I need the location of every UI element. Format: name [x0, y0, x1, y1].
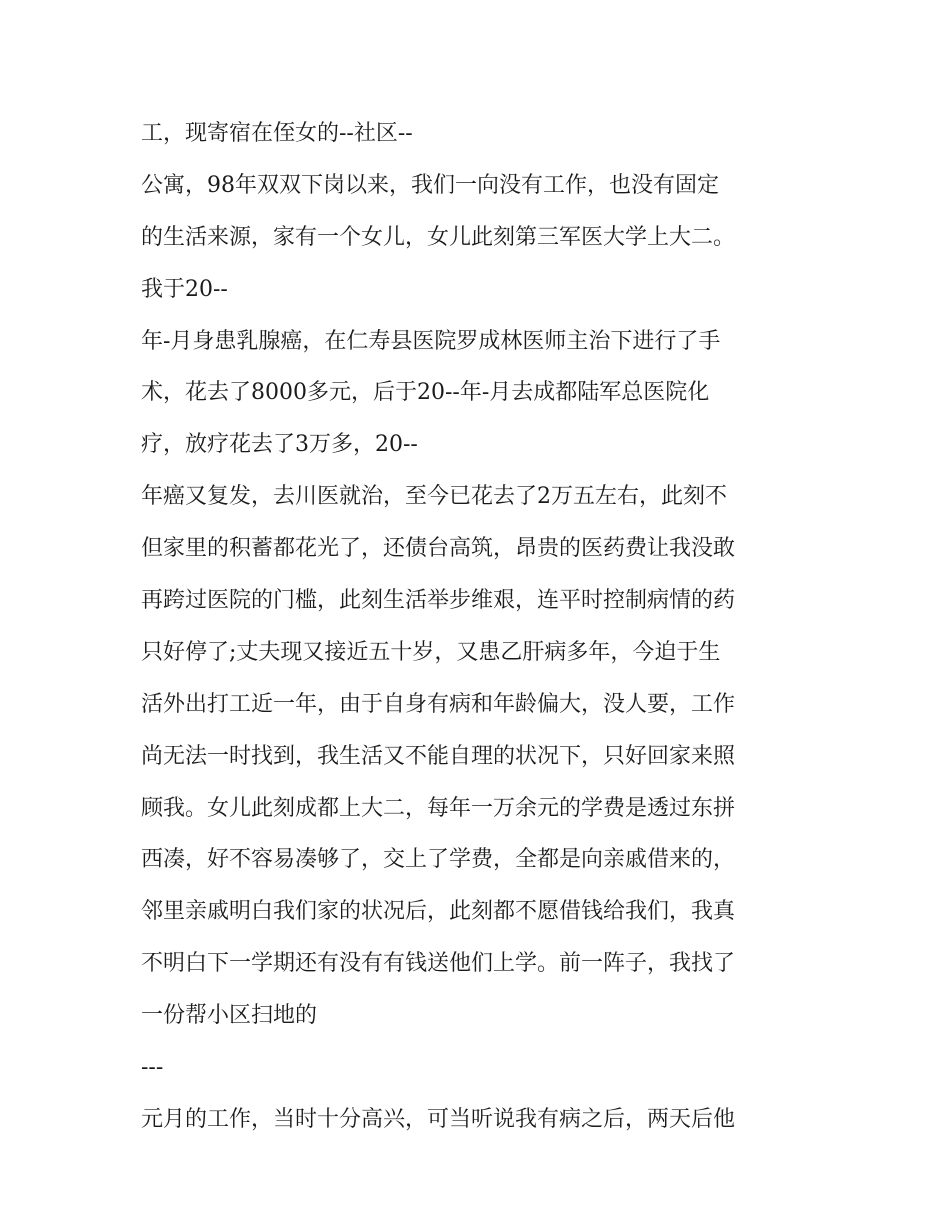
text-line: 一份帮小区扫地的 — [141, 1003, 318, 1029]
text-line: 公寓，98年双双下岗以来，我们一向没有工作，也没有固定 — [141, 172, 719, 198]
text-line: 尚无法一时找到，我生活又不能自理的状况下，只好回家来照 — [141, 743, 736, 769]
text-line: 工，现寄宿在侄女的--社区-- — [141, 121, 413, 146]
text-line: 疗，放疗花去了3万多，20-- — [141, 432, 418, 458]
text-line: 活外出打工近一年，由于自身有病和年龄偏大，没人要，工作 — [141, 691, 736, 717]
text-line: 不明白下一学期还有没有有钱送他们上学。前一阵子，我找了 — [141, 951, 736, 977]
text-line: 元月的工作，当时十分高兴，可当听说我有病之后，两天后他 — [141, 1106, 736, 1132]
text-line: 的生活来源，家有一个女儿，女儿此刻第三军医大学上大二。 — [141, 224, 736, 250]
text-line: 顾我。女儿此刻成都上大二，每年一万余元的学费是透过东拼 — [141, 795, 736, 821]
text-line: 但家里的积蓄都花光了，还债台高筑，昂贵的医药费让我没敢 — [141, 536, 736, 562]
text-line: 年-月身患乳腺癌，在仁寿县医院罗成林医师主治下进行了手 — [141, 328, 721, 354]
text-line: 年癌又复发，去川医就治，至今已花去了2万五左右，此刻不 — [141, 484, 727, 510]
text-line: 术，花去了8000多元，后于20--年-月去成都陆军总医院化 — [141, 380, 710, 406]
text-line: 再跨过医院的门槛，此刻生活举步维艰，连平时控制病情的药 — [141, 588, 736, 614]
text-line: 我于20-- — [141, 276, 228, 302]
text-line: --- — [141, 1055, 164, 1081]
text-line: 西凑，好不容易凑够了，交上了学费，全都是向亲戚借来的， — [141, 847, 736, 873]
text-line: 邻里亲戚明白我们家的状况后，此刻都不愿借钱给我们，我真 — [141, 899, 736, 925]
text-line: 只好停了;丈夫现又接近五十岁，又患乙肝病多年，今迫于生 — [141, 639, 721, 665]
document-body — [141, 108, 831, 1146]
